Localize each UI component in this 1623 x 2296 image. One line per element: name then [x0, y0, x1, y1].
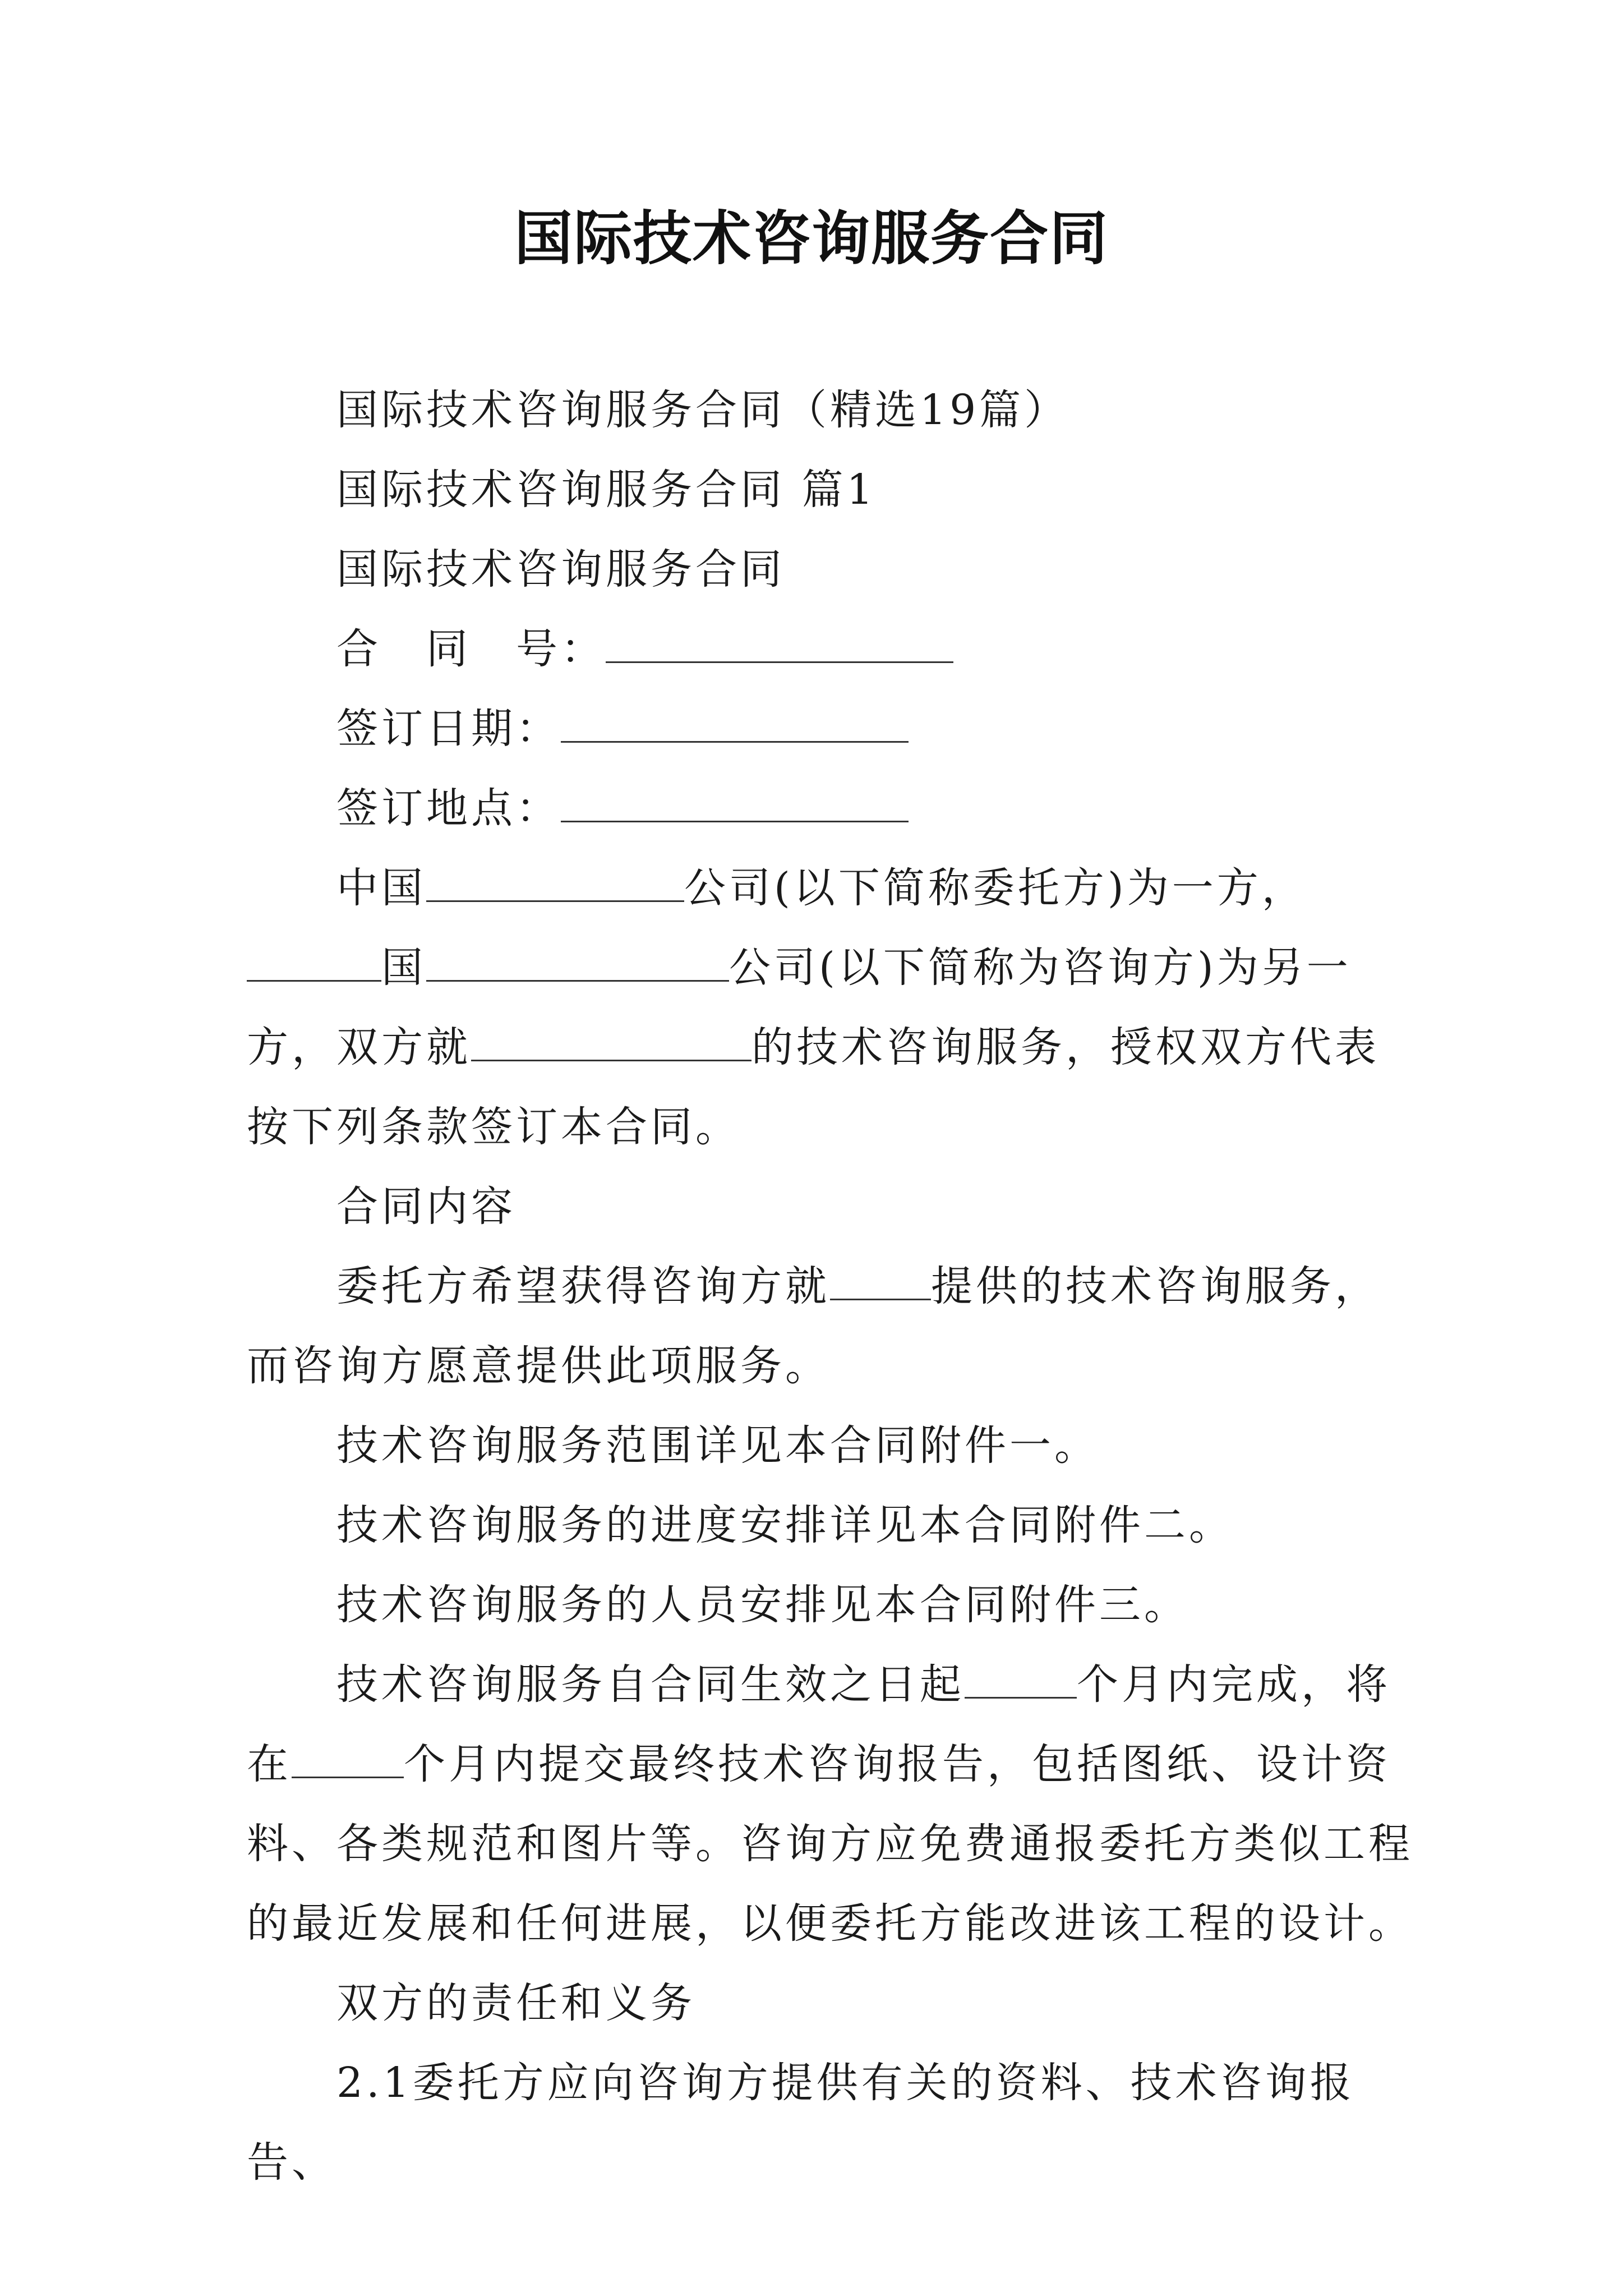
document-body	[247, 370, 1413, 2202]
service-item-blank	[830, 1254, 931, 1300]
clause-scope: 技术咨询服务范围详见本合同附件一。	[336, 1421, 1099, 1470]
chapter-heading: 国际技术咨询服务合同 篇1	[336, 466, 877, 514]
sign-place-line	[247, 769, 1413, 848]
completion-months-blank	[965, 1652, 1077, 1699]
contract-number-label: 合 同 号：	[336, 625, 606, 673]
contract-number-line	[247, 609, 1413, 689]
clause-completion	[247, 1645, 1413, 1963]
clause-e-text-3: 个月内提交最终技术咨询报告，包括图纸、设计资料、各类规范和图片等。咨询方应免费通报委托方类似工程的最近发展和任何进展，以便委托方能改进该工程的设计。	[247, 1740, 1413, 1948]
sign-place-label: 签订地点：	[336, 784, 561, 832]
contract-number-blank	[606, 616, 953, 663]
service-subject-blank	[471, 1015, 751, 1061]
report-months-blank	[292, 1732, 404, 1778]
parties-text-1: 中国	[336, 864, 426, 912]
parties-paragraph	[247, 848, 1413, 1167]
clause-e-text-1: 技术咨询服务自合同生效之日起	[336, 1660, 965, 1709]
sign-date-line	[247, 689, 1413, 769]
client-company-blank	[426, 855, 684, 902]
clause-a-text-2: 提供的技术咨询服务，而咨询方愿意提供此项服务。	[247, 1262, 1380, 1390]
clause-service-request	[247, 1246, 1413, 1406]
sign-date-label: 签订日期：	[336, 705, 561, 753]
clause-personnel: 技术咨询服务的人员安排见本合同附件三。	[336, 1581, 1189, 1629]
consultant-country-blank	[247, 935, 381, 982]
sign-date-blank	[561, 696, 909, 743]
parties-text-2: 公司(以下简称委托方)为一方，	[684, 864, 1307, 912]
contract-heading: 国际技术咨询服务合同	[336, 545, 785, 593]
consultant-company-blank	[426, 935, 729, 982]
parties-text-5: 的技术咨询服务，授权双方代表按下列条款签订本合同。	[247, 1023, 1380, 1151]
clause-a-text-1: 委托方希望获得咨询方就	[336, 1262, 830, 1310]
clause-2-1: 2.1委托方应向咨询方提供有关的资料、技术咨询报告、	[247, 2059, 1355, 2187]
sign-place-blank	[561, 776, 909, 822]
parties-text-3: 国	[381, 944, 426, 992]
document-title: 国际技术咨询服务合同	[514, 204, 1109, 273]
section-duties: 双方的责任和义务	[336, 1979, 695, 2027]
section-contract-content: 合同内容	[336, 1182, 516, 1231]
collection-title: 国际技术咨询服务合同（精选19篇）	[336, 386, 1069, 434]
parties-text-4: 公司(以下简称为咨询方)为另一方，双方就	[247, 944, 1352, 1071]
clause-e-text-2: 个月内完成，将在	[247, 1660, 1391, 1788]
clause-schedule: 技术咨询服务的进度安排详见本合同附件二。	[336, 1501, 1234, 1549]
